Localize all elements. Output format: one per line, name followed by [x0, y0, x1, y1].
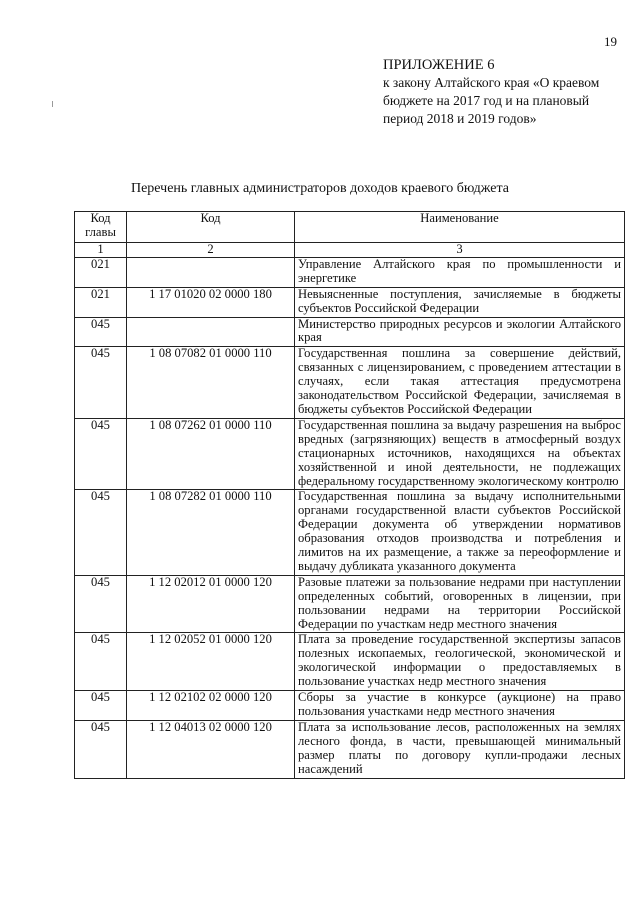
income-code-cell: 1 12 04013 02 0000 120	[127, 720, 295, 778]
table-row	[75, 575, 625, 633]
chapter-code-cell: 045	[75, 418, 127, 490]
margin-mark	[52, 101, 53, 107]
income-name-cell: Государственная пошлина за выдачу исполнительными органами государственной власти субъектов Российской Федерации документа об утверждении нормативов образования отходов производства и потребления и лимитов на их размещение, а также за переоформление и выдачу дубликата указанного документа	[295, 490, 625, 575]
income-name-cell: Министерство природных ресурсов и экологии Алтайского края	[295, 317, 625, 347]
income-name-cell: Плата за использование лесов, расположенных на землях лесного фонда, в части, превышающей минимальный размер платы по договору купли-продажи лесных насаждений	[295, 720, 625, 778]
income-name-cell: Управление Алтайского края по промышленности и энергетике	[295, 257, 625, 287]
table-row	[75, 720, 625, 778]
appendix-subtitle: к закону Алтайского края «О краевом бюджете на 2017 год и на плановый период 2018 и 2019 годов»	[383, 75, 600, 126]
income-name-cell: Разовые платежи за пользование недрами при наступлении определенных событий, оговоренных в лицензии, при пользовании недрами на территории Российской Федерации по участкам недр местного значения	[295, 575, 625, 633]
income-code-cell: 1 12 02012 01 0000 120	[127, 575, 295, 633]
table-row	[75, 287, 625, 317]
chapter-code-cell: 045	[75, 317, 127, 347]
income-code-cell: 1 12 02102 02 0000 120	[127, 691, 295, 721]
header-code: Код	[127, 212, 295, 243]
page-number: 19	[604, 34, 617, 49]
chapter-code-cell: 045	[75, 490, 127, 575]
chapter-code-cell: 045	[75, 691, 127, 721]
table-row	[75, 347, 625, 419]
appendix-title: ПРИЛОЖЕНИЕ 6	[383, 57, 495, 73]
document-title: Перечень главных администраторов доходов краевого бюджета	[130, 181, 510, 196]
income-name-cell: Государственная пошлина за выдачу разрешения на выброс вредных (загрязняющих) веществ в атмосферный воздух стационарных источников, находящихся на объектах хозяйственной и иной деятельности, не подлежащих федеральному государственному экологическому контролю	[295, 418, 625, 490]
administrators-table	[74, 211, 625, 779]
table-row	[75, 691, 625, 721]
table-row	[75, 490, 625, 575]
appendix-block	[383, 56, 623, 128]
income-code-cell: 1 17 01020 02 0000 180	[127, 287, 295, 317]
income-name-cell: Сборы за участие в конкурсе (аукционе) на право пользования участками недр местного значения	[295, 691, 625, 721]
column-number: 2	[127, 243, 295, 258]
income-name-cell: Государственная пошлина за совершение действий, связанных с лицензированием, с проведением аттестации в случаях, если такая аттестация предусмотрена законодательством Российской Федерации, зачисляемая в бюджеты субъектов Российской Федерации	[295, 347, 625, 419]
income-name-cell: Невыясненные поступления, зачисляемые в бюджеты субъектов Российской Федерации	[295, 287, 625, 317]
income-code-cell	[127, 257, 295, 287]
chapter-code-cell: 045	[75, 347, 127, 419]
income-code-cell: 1 12 02052 01 0000 120	[127, 633, 295, 691]
header-name: Наименование	[295, 212, 625, 243]
table-row	[75, 633, 625, 691]
table-header-row	[75, 212, 625, 243]
table-row	[75, 317, 625, 347]
income-name-cell: Плата за проведение государственной экспертизы запасов полезных ископаемых, геологической, экономической и экологической информации о предоставляемых в пользование участках недр местного значения	[295, 633, 625, 691]
chapter-code-cell: 045	[75, 575, 127, 633]
header-chapter-code: Код главы	[75, 212, 127, 243]
income-code-cell: 1 08 07262 01 0000 110	[127, 418, 295, 490]
income-code-cell: 1 08 07282 01 0000 110	[127, 490, 295, 575]
column-number: 3	[295, 243, 625, 258]
chapter-code-cell: 045	[75, 720, 127, 778]
table-row	[75, 418, 625, 490]
table-column-number-row	[75, 243, 625, 258]
chapter-code-cell: 045	[75, 633, 127, 691]
income-code-cell: 1 08 07082 01 0000 110	[127, 347, 295, 419]
income-code-cell	[127, 317, 295, 347]
chapter-code-cell: 021	[75, 287, 127, 317]
column-number: 1	[75, 243, 127, 258]
chapter-code-cell: 021	[75, 257, 127, 287]
table-row	[75, 257, 625, 287]
